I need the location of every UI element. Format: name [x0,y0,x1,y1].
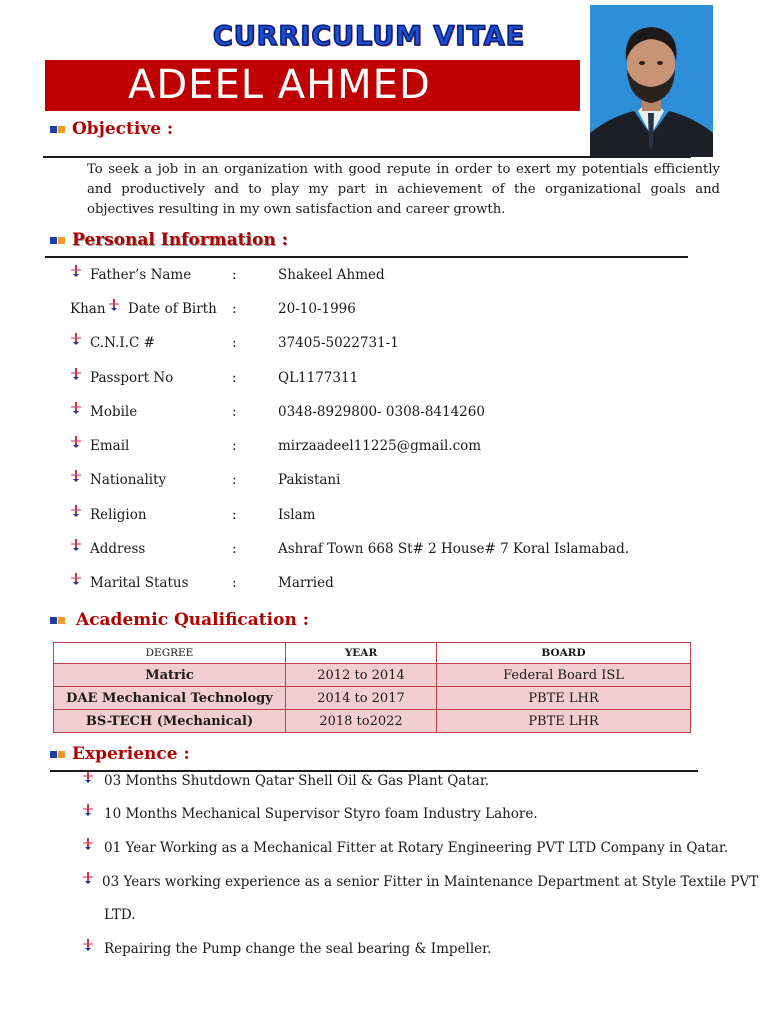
field-value: Shakeel Ahmed [278,267,385,283]
field-separator: : [232,404,237,420]
field-value: 37405-5022731-1 [278,335,399,351]
board-cell: Federal Board ISL [437,664,691,687]
field-label: Religion [90,507,147,523]
personal-info-row [0,402,768,422]
field-value: Islam [278,507,316,523]
personal-info-row [0,505,768,525]
field-value: 20-10-1996 [278,301,356,317]
board-cell: PBTE LHR [437,687,691,710]
personal-info-row [0,265,768,285]
degree-cell: BS-TECH (Mechanical) [54,710,286,733]
experience-text: 10 Months Mechanical Supervisor Styro foam Industry Lahore. [104,806,538,822]
column-header-year: YEAR [286,643,437,664]
field-separator: : [232,438,237,454]
experience-text: Repairing the Pump change the seal bearing & Impeller. [104,941,492,957]
candidate-name: ADEEL AHMED [128,62,431,108]
objective-heading: Objective : [50,119,173,139]
personal-info-row [0,333,768,353]
year-cell: 2012 to 2014 [286,664,437,687]
degree-cell: Matric [54,664,286,687]
field-value: Ashraf Town 668 St# 2 House# 7 Koral Islamabad. [278,541,630,557]
board-cell: PBTE LHR [437,710,691,733]
table-row [54,687,691,710]
cv-title: CURRICULUM VITAE [213,21,526,52]
experience-text: 03 Months Shutdown Qatar Shell Oil & Gas Plant Qatar. [104,773,490,789]
table-row [54,710,691,733]
field-separator: : [232,541,237,557]
objective-text: To seek a job in an organization with good repute in order to exert my potentials efficiently and productively and to play my part in achievement of the organizational goals and objectives resulting in my own satisfaction and career growth. [87,162,720,217]
personal-info-row [0,299,768,319]
field-value: QL1177311 [278,370,359,386]
personal-info-heading: Personal Information : [50,230,288,250]
square-bullet-icon [58,751,65,758]
table-header-row [54,643,691,664]
field-label: Passport No [90,370,174,386]
experience-text: 01 Year Working as a Mechanical Fitter at Rotary Engineering PVT LTD Company in Qatar. [104,840,729,856]
square-bullet-icon [58,237,65,244]
academic-table [53,642,691,733]
experience-text: 03 Years working experience as a senior Fitter in Maintenance Department at Style Textile PVT [102,874,759,890]
field-separator: : [232,301,237,317]
square-bullet-icon [50,237,57,244]
field-separator: : [232,472,237,488]
personal-info-row [0,539,768,559]
field-value: Married [278,575,334,591]
field-value: Pakistani [278,472,341,488]
profile-photo [590,5,713,157]
square-bullet-icon [50,126,57,133]
personal-info-row [0,470,768,490]
field-separator: : [232,575,237,591]
field-value: 0348-8929800- 0308-8414260 [278,404,485,420]
degree-cell: DAE Mechanical Technology [54,687,286,710]
field-label: Email [90,438,130,454]
field-separator: : [232,507,237,523]
field-label: Marital Status [90,575,189,591]
personal-info-row [0,573,768,593]
experience-heading: Experience : [50,744,190,764]
personal-info-row [0,436,768,456]
field-label: Mobile [90,404,138,420]
objective-divider [43,156,691,158]
field-separator: : [232,370,237,386]
academic-heading: Academic Qualification : [50,610,309,630]
field-separator: : [232,335,237,351]
personal-info-row [0,368,768,388]
row-prefix: Khan [70,301,106,317]
field-value: mirzaadeel11225@gmail.com [278,438,482,454]
field-label: C.N.I.C # [90,335,155,351]
square-bullet-icon [58,126,65,133]
square-bullet-icon [50,617,57,624]
field-label: Father’s Name [90,267,192,283]
column-header-board: BOARD [437,643,691,664]
table-row [54,664,691,687]
experience-text: LTD. [104,907,136,923]
field-label: Address [90,541,146,557]
field-label: Nationality [90,472,167,488]
column-header-degree: DEGREE [54,643,286,664]
field-separator: : [232,267,237,283]
square-bullet-icon [58,617,65,624]
year-cell: 2014 to 2017 [286,687,437,710]
year-cell: 2018 to2022 [286,710,437,733]
personal-info-divider [45,256,688,258]
square-bullet-icon [50,751,57,758]
field-label: Date of Birth [128,301,217,317]
